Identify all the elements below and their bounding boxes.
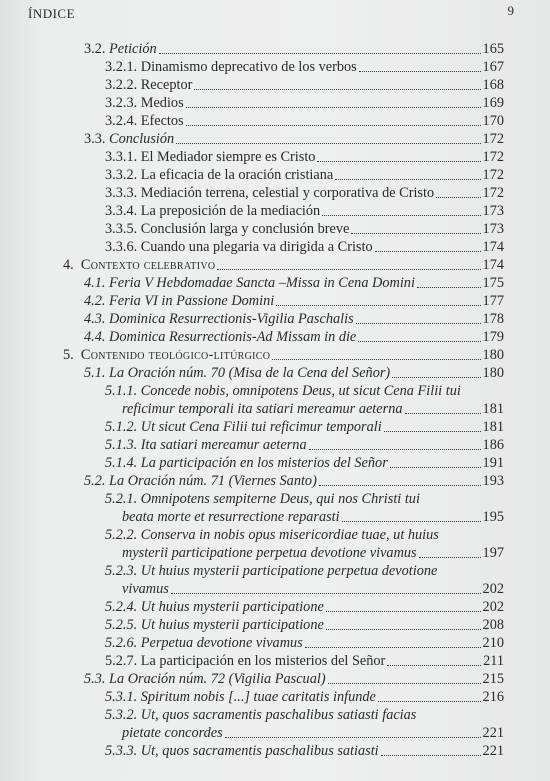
toc-entry: 3.3.1. El Mediador siempre es Cristo 172: [105, 149, 504, 165]
toc-entry: 3.3.2. La eficacia de la oración cristiana 172: [105, 167, 504, 183]
toc-entry: 4.4. Dominica Resurrectionis-Ad Missam in die 179: [84, 329, 504, 345]
toc-entry: 3.2.3. Medios 169: [105, 95, 504, 111]
toc-entry: 4.3. Dominica Resurrectionis-Vigilia Paschalis 178: [84, 311, 504, 327]
toc-entry: 5.3.3. Ut, quos sacramentis paschalibus satiasti 221: [105, 743, 504, 759]
toc-entry: 5.1.2. Ut sicut Cena Filii tui reficimur temporali 181: [105, 419, 504, 435]
toc-entry: 3.3.3. Mediación terrena, celestial y corporativa de Cristo 172: [105, 185, 504, 201]
toc-entry: mysterii participatione perpetua devotione vivamus 197: [122, 545, 504, 561]
toc-entry: 5.2.7. La participación en los misterios del Señor 211: [105, 653, 504, 669]
toc-entry: 4.2. Feria VI in Passione Domini 177: [84, 293, 504, 309]
toc-entry: vivamus 202: [122, 581, 504, 597]
toc-entry: 3.2.4. Efectos 170: [105, 113, 504, 129]
toc-chapter: 5. Contenido teológico-litúrgico 180: [63, 347, 504, 363]
toc-entry: 5.1.3. Ita satiari mereamur aeterna 186: [105, 437, 504, 453]
toc-entry: reficimur temporali ita satiari mereamur aeterna 181: [122, 401, 504, 417]
toc-entry: 5.1.4. La participación en los misterios del Señor 191: [105, 455, 504, 471]
toc-entry-line1: 5.3.2. Ut, quos sacramentis paschalibus satiasti facias: [105, 707, 417, 723]
toc-entry-line1: 5.2.1. Omnipotens sempiterne Deus, qui nos Christi tui: [105, 491, 420, 507]
toc-entry: 5.1. La Oración núm. 70 (Misa de la Cena del Señor) 180: [84, 365, 504, 381]
toc-entry: 5.2.6. Perpetua devotione vivamus 210: [105, 635, 504, 651]
toc-entry: 5.2.5. Ut huius mysterii participatione 208: [105, 617, 504, 633]
toc-entry: 3.2.1. Dinamismo deprecativo de los verbos 167: [105, 59, 504, 75]
toc-entry: beata morte et resurrectione reparasti 195: [122, 509, 504, 525]
toc-entry: 3.3.6. Cuando una plegaria va dirigida a Cristo 174: [105, 239, 504, 255]
toc-entry: 5.2. La Oración núm. 71 (Viernes Santo) 193: [84, 473, 504, 489]
running-header: ÍNDICE: [28, 6, 76, 21]
page-number: 9: [507, 3, 514, 18]
toc-chapter: 4. Contexto celebrativo 174: [63, 257, 504, 273]
toc-entry: 3.3.5. Conclusión larga y conclusión breve 173: [105, 221, 504, 237]
toc-entry: 3.2.2. Receptor 168: [105, 77, 504, 93]
toc-entry: 5.3.1. Spiritum nobis [...] tuae caritatis infunde 216: [105, 689, 504, 705]
toc-entry: pietate concordes 221: [122, 725, 504, 741]
toc-entry-line1: 5.2.2. Conserva in nobis opus misericordiae tuae, ut huius: [105, 527, 439, 543]
toc-entry: 5.2.4. Ut huius mysterii participatione 202: [105, 599, 504, 615]
toc-entry: 3.3.4. La preposición de la mediación 173: [105, 203, 504, 219]
toc-entry: 5.3. La Oración núm. 72 (Vigilia Pascual) 215: [84, 671, 504, 687]
toc-entry-line1: 5.1.1. Concede nobis, omnipotens Deus, ut sicut Cena Filii tui: [105, 383, 461, 399]
toc-entry: 3.2. Petición 165: [84, 41, 504, 57]
toc-entry: 3.3. Conclusión 172: [84, 131, 504, 147]
toc-entry-line1: 5.2.3. Ut huius mysterii participatione perpetua devotione: [105, 563, 438, 579]
toc-entry: 4.1. Feria V Hebdomadae Sancta –Missa in Cena Domini 175: [84, 275, 504, 291]
